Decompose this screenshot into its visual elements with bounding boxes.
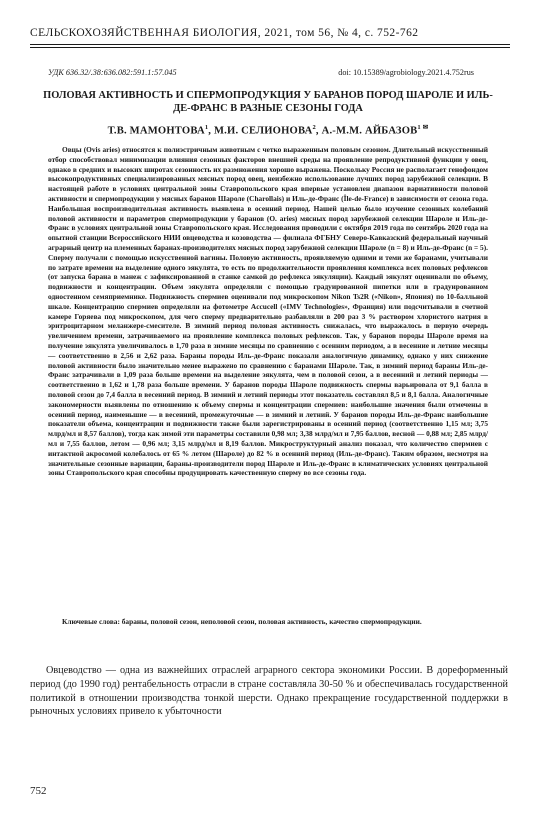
- doi-link[interactable]: doi: 10.15389/agrobiology.2021.4.752rus: [338, 68, 474, 77]
- header-rule-bottom: [30, 47, 510, 48]
- abstract: Овцы (Ovis aries) относятся к полиэстричным животным с четко выраженным половым сезоном. Длительный искусственный отбор способствовал минимизации влияния сезонных факторов внешней среды на проявление репродуктивной функции у овец, однако в средних и высоких широтах сезонность их размножения хорошо выражена. Поскольку Россия не располагает генофондом высокопродуктивных специализированных мясных пород овец, неизбежно использование лучших пород зарубежной селекции. В настоящей работе в условиях центральной зоны Ставропольского края впервые установлен диапазон вариативности половой активности и спермопродукции у мясных баранов Шароле (Charollais) и Иль-де-Франс (Île-de-France) в зависимости от сезона года. Наибольшая воспроизводительная активность выявлена в осенний период. Нашей целью было изучение сезонных колебаний половой активности и параметров спермопродукции у баранов (O. aries) мясных пород зарубежной селекции Шароле и Иль-де-Франс в условиях центральной зоны Ставропольского края. Исследования проводили с октября 2019 года по сентябрь 2020 года на опытной станции Всероссийского НИИ овцеводства и козоводства — филиала ФГБНУ Северо-Кавказский федеральный научный аграрный центр на племенных баранах-производителях мясных пород зарубежной селекции Шароле (n = 8) и Иль-де-Франс (n = 5). Сперму получали с помощью искусственной вагины. Половую активность, проявляемую одними и теми же баранами, учитывали по затрате времени на выделение одного эякулята, то есть по продолжительности проявления комплекса всех половых рефлексов (от запуска барана в манеж с зафиксированной в станке самкой до рефлекса эякуляции). Каждый эякулят оценивали по объему, подвижности и концентрации. Объем эякулята определяли с помощью градуированной пипетки или в градуированном одностенном семяприемнике. Подвижность спермиев оценивали под микроскопом Nikon Ts2R («Nikon», Япония) по 10-балльной шкале. Концентрацию спермиев определяли на фотометре Accucell («IMV Technologies», Франция) или подсчитывали в счетной камере Горяева под микроскопом, для чего сперму предварительно разбавляли в 200 раз 3 % раствором хлористого натрия в эритроцитарном меланжере-смесителе. В зимний период половая активность снижалась, что выражалось в первую очередь увеличением времени, затрачиваемого на проявление комплекса половых рефлексов. Так, у баранов породы Шароле время на получение эякулята увеличивалось в 1,70 раза в зимние месяцы по сравнению с осенним периодом, а в весенние и летние месяцы — соответственно в 2,56 и 2,62 раза. Бараны породы Иль-де-Франс показали аналогичную динамику, однако у них снижение половой активности было значительно менее выражено по сравнению с баранами Шароле. Так, в зимний период бараны Иль-де-Франс затрачивали в 1,09 раза больше времени на выделение эякулята, чем в половой сезон, а в весенний и летний периоды — соответственно в 1,62 и 1,78 раза больше времени. У баранов породы Шароле подвижность спермы варьировала от 9,1 балла в половой сезон до 7,4 балла в весенний период. В зимний и летний периоды этот показатель составлял 8,5 и 8,1 балла. Аналогичные закономерности выявлены по отношению к объему спермы и концентрации спермиев: наибольшие значения были отмечены в осенний период, наименьшие — в весенний, промежуточные — в зимний и летний. У баранов породы Иль-де-Франс наибольшие показатели объема, концентрации и подвижности также были зарегистрированы в осенний период (соответственно 1,15 мл; 3,75 млрд/мл и 8,57 баллов), тогда как зимой эти параметры составили 0,98 мл; 3,38 млрд/мл и 7,95 баллов, весной — 0,88 мл; 2,85 млрд/мл и 7,55 баллов, летом — 0,96 мл; 3,15 млрд/мл и 8,19 баллов. Микроструктурный анализ показал, что количество спермиев с интактной акросомой колебалось от 65 % летом (Шароле) до 82 % в осенний период (Иль-де-Франс). Таким образом, несмотря на значительные сезонные вариации, бараны-производители пород Шароле и Иль-де-Франс в климатических условиях центральной зоны Ставропольского края способны продуцировать качественную сперму во все сезоны года.: [48, 145, 488, 478]
- author-separator: ,: [208, 125, 214, 137]
- author-affiliation-mark: 1: [204, 124, 209, 131]
- page-number: 752: [30, 785, 47, 797]
- header-rule-top: [30, 44, 510, 45]
- author-name: А.-М.М. АЙБАЗОВ: [321, 125, 418, 137]
- running-head: СЕЛЬСКОХОЗЯЙСТВЕННАЯ БИОЛОГИЯ, 2021, том 56, № 4, с. 752-762: [30, 27, 419, 39]
- author-list: [40, 123, 496, 137]
- keywords: Ключевые слова: бараны, половой сезон, неполовой сезон, половая активность, качество спермопродукции.: [62, 617, 422, 626]
- author-affiliation-mark: 1 ✉: [417, 124, 429, 131]
- author-name: Т.В. МАМОНТОВА: [107, 125, 205, 137]
- author-affiliation-mark: 2: [312, 124, 316, 131]
- article-title: ПОЛОВАЯ АКТИВНОСТЬ И СПЕРМОПРОДУКЦИЯ У БАРАНОВ ПОРОД ШАРОЛЕ И ИЛЬ-ДЕ-ФРАНС В РАЗНЫЕ СЕЗОНЫ ГОДА: [43, 90, 493, 114]
- body-paragraph: Овцеводство — одна из важнейших отраслей аграрного сектора экономики России. В дореформенный период (до 1990 год) рентабельность отрасли в стране составляла 30-50 % и обеспечивалась государственной политикой в отношении производства тонкой шерсти. Однако прекращение государственной поддержки в рыночных условиях привело к убыточности: [30, 665, 508, 718]
- author-name: М.И. СЕЛИОНОВА: [213, 125, 313, 137]
- author-separator: ,: [315, 125, 322, 137]
- udk-code: УДК 636.32/.38:636.082:591.1:57.045: [48, 68, 177, 77]
